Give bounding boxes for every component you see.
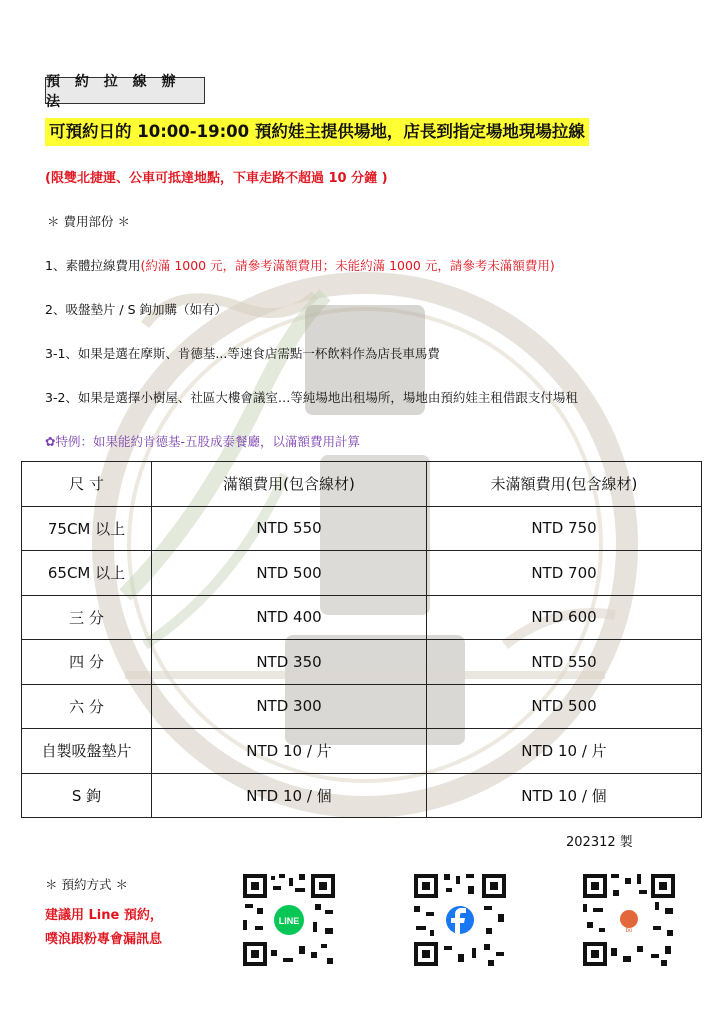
header-full-fee: 滿額費用(包含線材) xyxy=(152,462,427,507)
row-partial-fee: NTD 700 xyxy=(427,551,702,596)
table-row xyxy=(22,640,702,685)
row-size: 65CM 以上 xyxy=(22,551,152,596)
table-row xyxy=(22,773,702,818)
row-full-fee: NTD 550 xyxy=(152,506,427,551)
row-full-fee: NTD 10 / 個 xyxy=(152,773,427,818)
row-partial-fee: NTD 600 xyxy=(427,595,702,640)
table-row xyxy=(22,551,702,596)
fee-item-1-label: 1、素體拉線費用 xyxy=(45,258,141,273)
row-partial-fee: NTD 550 xyxy=(427,640,702,685)
row-partial-fee: NTD 750 xyxy=(427,506,702,551)
fee-section-heading: ＊ 費用部份 ＊ xyxy=(47,214,130,229)
table-row xyxy=(22,595,702,640)
booking-line-1: 建議用 Line 預約， xyxy=(45,908,163,923)
made-date: 202312 製 xyxy=(566,835,633,850)
table-row xyxy=(22,729,702,774)
row-size: 自製吸盤墊片 xyxy=(22,729,152,774)
row-full-fee: NTD 350 xyxy=(152,640,427,685)
line-label: LINE xyxy=(278,916,300,926)
row-size: 三 分 xyxy=(22,595,152,640)
fee-item-3-1: 3-1、如果是選在摩斯、肯德基...等速食店需點一杯飲料作為店長車馬費 xyxy=(45,346,440,361)
fee-item-3-2: 3-2、如果是選擇小樹屋、社區大樓會議室…等純場地出租場所，場地由預約娃主租借跟支付場租 xyxy=(45,390,578,405)
web-label: bo xyxy=(625,928,633,934)
price-table xyxy=(21,461,702,818)
row-partial-fee: NTD 500 xyxy=(427,684,702,729)
booking-line-2: 噗浪跟粉專會漏訊息 xyxy=(45,932,163,947)
fee-item-1-note: (約滿 1000 元，請參考滿額費用；未能約滿 1000 元，請參考未滿額費用) xyxy=(140,258,555,273)
booking-method-heading: ＊ 預約方式 ＊ xyxy=(45,877,128,892)
row-full-fee: NTD 500 xyxy=(152,551,427,596)
header-size: 尺 寸 xyxy=(22,462,152,507)
row-partial-fee: NTD 10 / 個 xyxy=(427,773,702,818)
facebook-qr-code[interactable] xyxy=(412,872,508,968)
table-row xyxy=(22,506,702,551)
page-title: 預 約 拉 線 辦 法 xyxy=(45,77,205,104)
website-qr-code[interactable] xyxy=(581,872,677,968)
table-row xyxy=(22,684,702,729)
table-header-row xyxy=(22,462,702,507)
row-full-fee: NTD 400 xyxy=(152,595,427,640)
fee-item-1 xyxy=(45,256,555,274)
row-partial-fee: NTD 10 / 片 xyxy=(427,729,702,774)
special-case-note: ✿特例：如果能約肯德基-五股成泰餐廳，以滿額費用計算 xyxy=(45,434,360,449)
location-restriction: (限雙北捷運、公車可抵達地點，下車走路不超過 10 分鐘 ) xyxy=(45,171,388,186)
row-size: S 鉤 xyxy=(22,773,152,818)
row-size: 六 分 xyxy=(22,684,152,729)
row-size: 75CM 以上 xyxy=(22,506,152,551)
row-full-fee: NTD 10 / 片 xyxy=(152,729,427,774)
header-partial-fee: 未滿額費用(包含線材) xyxy=(427,462,702,507)
row-size: 四 分 xyxy=(22,640,152,685)
row-full-fee: NTD 300 xyxy=(152,684,427,729)
booking-hours-banner: 可預約日的 10:00-19:00 預約娃主提供場地，店長到指定場地現場拉線 xyxy=(45,118,589,146)
line-qr-code[interactable] xyxy=(241,872,337,968)
fee-item-2: 2、吸盤墊片 / S 鉤加購（如有） xyxy=(45,302,228,317)
booking-method-note xyxy=(45,904,163,952)
